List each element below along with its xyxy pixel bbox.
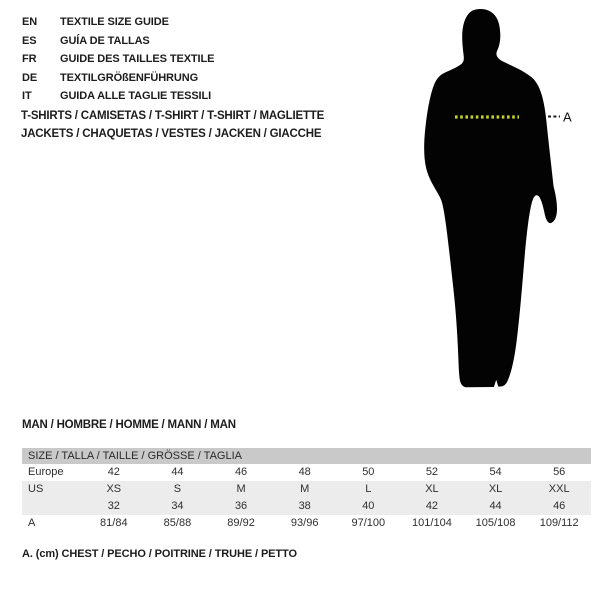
language-title-list: [22, 13, 214, 106]
table-cell: 97/100: [351, 517, 386, 529]
table-cell: 44: [171, 466, 184, 478]
table-cell: 38: [298, 500, 311, 512]
table-cell: 46: [553, 500, 566, 512]
table-cell: 81/84: [100, 517, 128, 529]
table-cell: 101/104: [412, 517, 452, 529]
language-title-en: TEXTILE SIZE GUIDE: [60, 16, 169, 28]
language-row-de: [22, 69, 214, 88]
table-cell: 93/96: [290, 517, 319, 529]
garment-line-jackets: JACKETS / CHAQUETAS / VESTES / JACKEN / GIACCHE: [21, 128, 322, 140]
size-table-header: SIZE / TALLA / TAILLE / GRÖSSE / TAGLIA: [22, 448, 591, 464]
table-cell: 34: [171, 500, 184, 512]
table-row-europe: [22, 464, 591, 481]
table-cell: 54: [489, 466, 502, 478]
measure-label-a: A: [563, 109, 572, 125]
row-label-europe: Europe: [28, 466, 64, 478]
language-code-en: EN: [22, 16, 38, 28]
table-cell: S: [173, 483, 182, 495]
language-row-it: [22, 87, 214, 106]
table-cell: 89/92: [227, 517, 255, 529]
language-row-es: [22, 32, 214, 51]
table-cell: XS: [106, 483, 122, 495]
table-cell: 85/88: [163, 517, 192, 529]
table-cell: L: [365, 483, 372, 495]
table-cell: 52: [425, 466, 439, 478]
garment-line-tshirts: T-SHIRTS / CAMISETAS / T-SHIRT / T-SHIRT / MAGLIETTE: [21, 110, 325, 122]
table-cell: 56: [553, 466, 566, 478]
table-cell: 105/108: [475, 517, 516, 529]
language-title-de: TEXTILGRÖßENFÜHRUNG: [60, 71, 199, 84]
table-cell: 50: [362, 466, 375, 478]
table-cell: 44: [489, 500, 502, 512]
row-label-us: US: [28, 483, 44, 495]
table-cell: 109/112: [539, 517, 579, 529]
language-row-en: [22, 13, 214, 32]
man-silhouette: [424, 9, 557, 387]
language-code-de: DE: [22, 71, 38, 84]
section-title-man: MAN / HOMBRE / HOMME / MANN / MAN: [22, 419, 236, 431]
table-cell: 36: [234, 500, 248, 512]
table-cell: 42: [425, 500, 439, 512]
size-table: [22, 448, 591, 532]
table-cell: XL: [488, 483, 503, 495]
measurement-footnote: A. (cm) CHEST / PECHO / POITRINE / TRUHE / PETTO: [22, 548, 297, 560]
table-row-chest-cm: [22, 515, 591, 532]
garment-type-lines: [21, 107, 324, 143]
table-cell: 46: [234, 466, 248, 478]
table-cell: 32: [107, 500, 120, 512]
language-title-it: GUIDA ALLE TAGLIE TESSILI: [60, 90, 212, 103]
table-cell: 40: [362, 500, 375, 512]
table-cell: 48: [298, 466, 311, 478]
row-label-a: A: [28, 517, 36, 529]
language-row-fr: [22, 50, 214, 69]
table-row-us-numbers: [22, 498, 591, 515]
table-cell: XXL: [548, 483, 570, 495]
table-cell: XL: [425, 483, 439, 495]
language-title-es: GUÍA DE TALLAS: [60, 34, 150, 47]
table-row-us-letters: [22, 481, 591, 498]
row-label-empty: [22, 498, 82, 515]
language-code-fr: FR: [22, 53, 37, 66]
language-title-fr: GUIDE DES TAILLES TEXTILE: [60, 53, 215, 66]
language-code-it: IT: [22, 90, 32, 103]
language-code-es: ES: [22, 34, 37, 47]
table-cell: 42: [107, 466, 120, 478]
table-cell: M: [300, 483, 310, 495]
table-cell: M: [236, 483, 246, 495]
man-silhouette-figure: [395, 0, 600, 400]
